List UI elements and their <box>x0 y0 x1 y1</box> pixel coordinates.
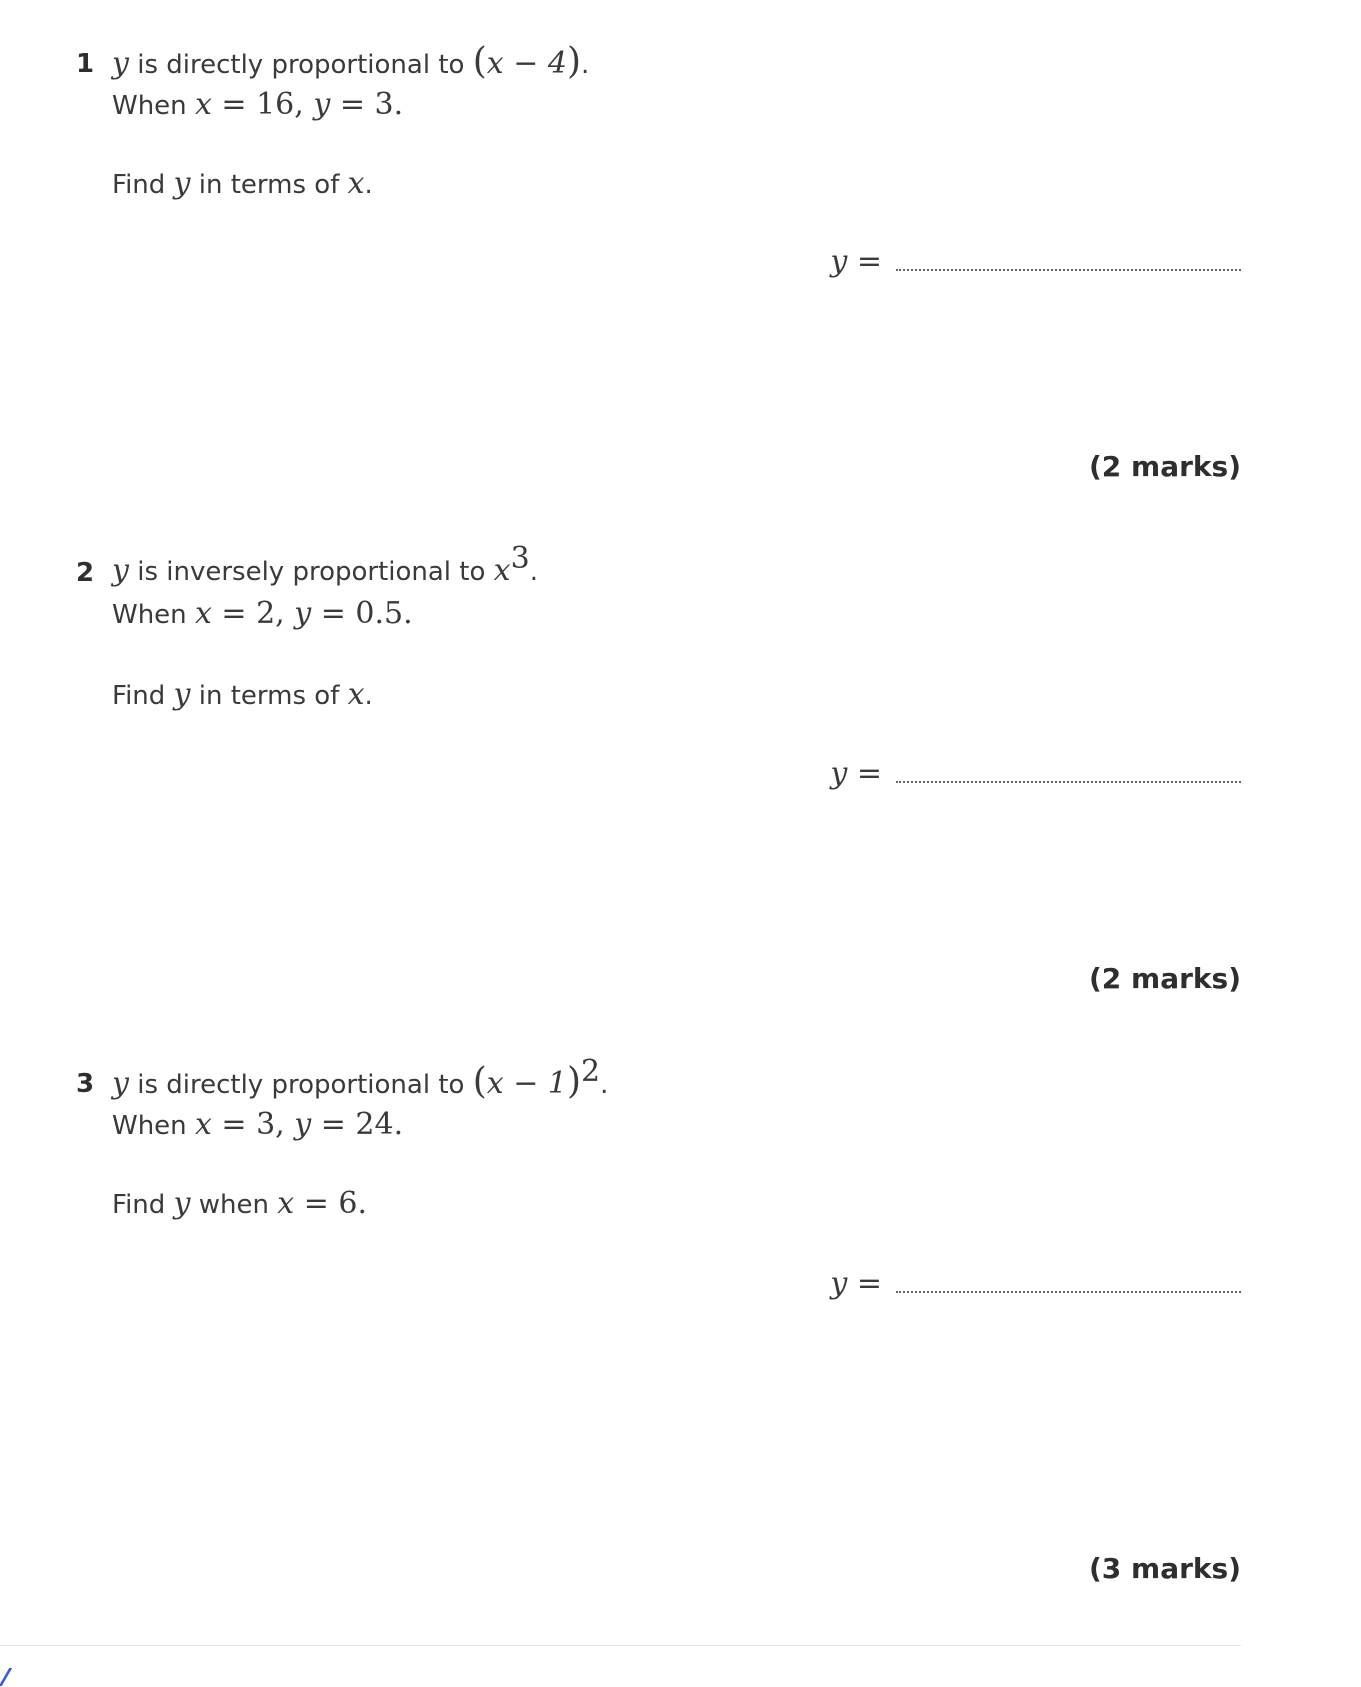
statement-text: is directly proportional to <box>128 1070 473 1100</box>
footer-divider <box>0 1645 1241 1646</box>
when-label: When <box>112 600 195 630</box>
x-value: = 6. <box>294 1186 368 1221</box>
var-y: y <box>313 87 331 122</box>
var-y: y <box>112 46 129 81</box>
var-y: y <box>173 166 191 201</box>
open-paren: ( <box>472 1061 487 1102</box>
find-prefix: Find <box>112 170 174 200</box>
answer-label: y = <box>830 1266 882 1301</box>
expression-base: x <box>493 553 511 588</box>
given-values <box>112 89 403 122</box>
exponent: 3 <box>510 541 530 576</box>
question-number: 2 <box>76 558 95 588</box>
find-instruction <box>112 168 373 201</box>
answer-line[interactable] <box>830 1266 1241 1301</box>
close-paren: ) <box>566 41 581 82</box>
corner-pen-mark-icon <box>0 1668 22 1686</box>
find-text: when <box>190 1190 278 1220</box>
statement-end: . <box>600 1070 609 1100</box>
var-y: y <box>112 1066 129 1101</box>
y-value: = 24. <box>311 1107 404 1142</box>
exponent: 2 <box>581 1054 601 1089</box>
expression: x − 4 <box>486 46 567 81</box>
question-number: 1 <box>76 49 95 79</box>
marks-label: (3 marks) <box>1089 1552 1241 1585</box>
var-x: x <box>194 1107 212 1142</box>
y-value: = 3. <box>330 87 404 122</box>
question-statement <box>112 1054 609 1102</box>
find-text: in terms of <box>190 681 348 711</box>
x-value: = 16, <box>211 87 314 122</box>
find-end: . <box>364 681 373 711</box>
answer-dotted-line[interactable] <box>896 780 1241 783</box>
question-statement <box>112 541 538 588</box>
var-y: y <box>294 596 312 631</box>
find-text: in terms of <box>190 170 348 200</box>
answer-dotted-line[interactable] <box>896 268 1241 271</box>
x-value: = 3, <box>211 1107 295 1142</box>
var-x: x <box>194 87 212 122</box>
var-y: y <box>112 553 129 588</box>
answer-dotted-line[interactable] <box>896 1290 1241 1293</box>
answer-label: y = <box>830 756 882 791</box>
find-prefix: Find <box>112 1190 174 1220</box>
answer-label: y = <box>830 244 882 279</box>
close-paren: ) <box>566 1061 581 1102</box>
y-value: = 0.5. <box>311 596 413 631</box>
find-end: . <box>364 170 373 200</box>
question-number: 3 <box>76 1069 95 1099</box>
open-paren: ( <box>472 41 487 82</box>
x-value: = 2, <box>211 596 295 631</box>
statement-end: . <box>529 557 538 587</box>
expression: x − 1 <box>486 1066 567 1101</box>
marks-label: (2 marks) <box>1089 962 1241 995</box>
marks-label: (2 marks) <box>1089 450 1241 483</box>
var-x: x <box>347 166 365 201</box>
statement-text: is inversely proportional to <box>128 557 494 587</box>
find-instruction <box>112 679 373 712</box>
question-statement <box>112 41 590 82</box>
var-x: x <box>347 677 365 712</box>
statement-end: . <box>581 50 590 80</box>
when-label: When <box>112 91 195 121</box>
var-y: y <box>294 1107 312 1142</box>
var-y: y <box>173 1186 191 1221</box>
given-values <box>112 598 413 631</box>
given-values <box>112 1109 403 1142</box>
statement-text: is directly proportional to <box>128 50 473 80</box>
when-label: When <box>112 1111 195 1141</box>
answer-line[interactable] <box>830 756 1241 791</box>
var-x: x <box>194 596 212 631</box>
find-instruction <box>112 1188 367 1221</box>
var-y: y <box>173 677 191 712</box>
answer-line[interactable] <box>830 244 1241 279</box>
var-x: x <box>277 1186 295 1221</box>
find-prefix: Find <box>112 681 174 711</box>
